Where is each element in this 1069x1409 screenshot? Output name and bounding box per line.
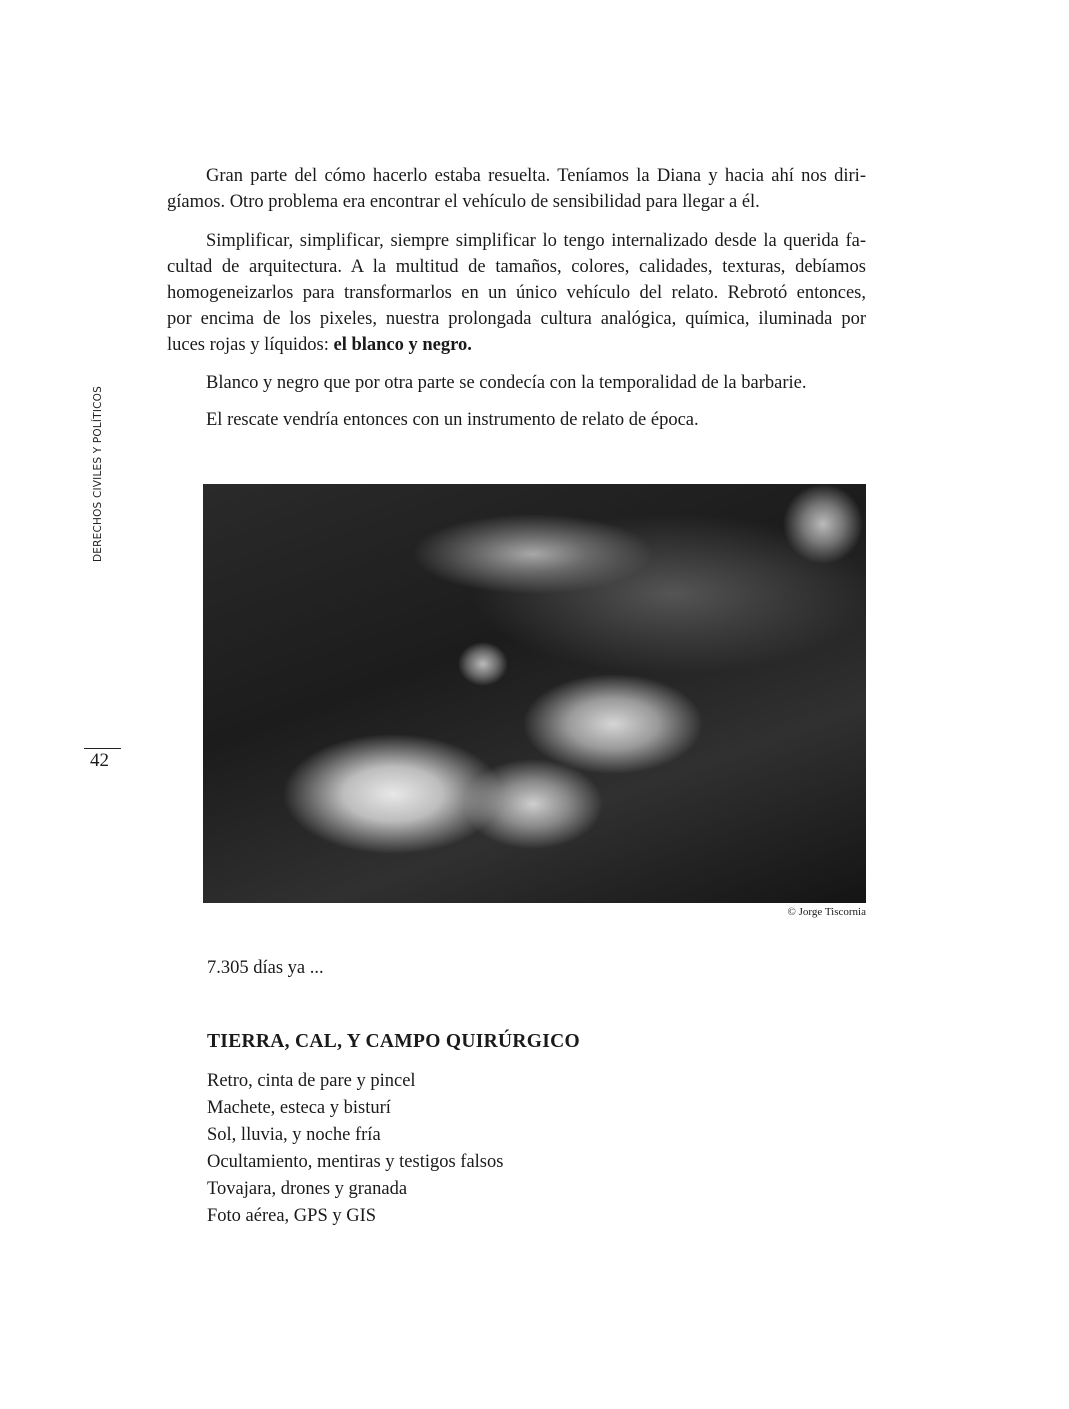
- paragraph-line: Blanco y negro que por otra parte se condecía con la temporalidad de la barbarie.: [206, 373, 807, 393]
- page-number-rule: [84, 748, 121, 749]
- paragraph-line: Gran parte del cómo hacerlo estaba resuelta. Teníamos la Diana y hacia ahí nos diri-: [206, 166, 866, 186]
- section-heading: TIERRA, CAL, Y CAMPO QUIRÚRGICO: [207, 1031, 580, 1052]
- page-number: 42: [90, 750, 109, 771]
- poem-line: Foto aérea, GPS y GIS: [207, 1206, 377, 1226]
- paragraph-line: El rescate vendría entonces con un instrumento de relato de época.: [206, 410, 699, 430]
- running-head: DERECHOS CIVILES Y POLÍTICOS: [92, 385, 104, 562]
- days-line: 7.305 días ya ...: [207, 958, 324, 978]
- photo-credit: © Jorge Tiscornia: [787, 906, 866, 918]
- poem-line: Sol, lluvia, y noche fría: [207, 1125, 381, 1145]
- photograph: [203, 484, 866, 903]
- paragraph-line: gíamos. Otro problema era encontrar el vehículo de sensibilidad para llegar a él.: [167, 192, 760, 212]
- paragraph-line: [167, 332, 866, 358]
- poem-line: Retro, cinta de pare y pincel: [207, 1071, 416, 1091]
- poem-line: Machete, esteca y bisturí: [207, 1098, 391, 1118]
- poem-line: Ocultamiento, mentiras y testigos falsos: [207, 1152, 504, 1172]
- poem-line: Tovajara, drones y granada: [207, 1179, 408, 1199]
- paragraph-text: luces rojas y líquidos:: [167, 335, 334, 355]
- bold-phrase: el blanco y negro.: [333, 335, 472, 355]
- paragraph-line: Simplificar, simplificar, siempre simplificar lo tengo internalizado desde la querida fa-: [206, 231, 866, 251]
- paragraph-line: cultad de arquitectura. A la multitud de tamaños, colores, calidades, texturas, debíamos: [167, 257, 866, 277]
- paragraph-line: homogeneizarlos para transformarlos en un único vehículo del relato. Rebrotó entonces,: [167, 283, 866, 303]
- paragraph-line: por encima de los pixeles, nuestra prolongada cultura analógica, química, iluminada por: [167, 309, 866, 329]
